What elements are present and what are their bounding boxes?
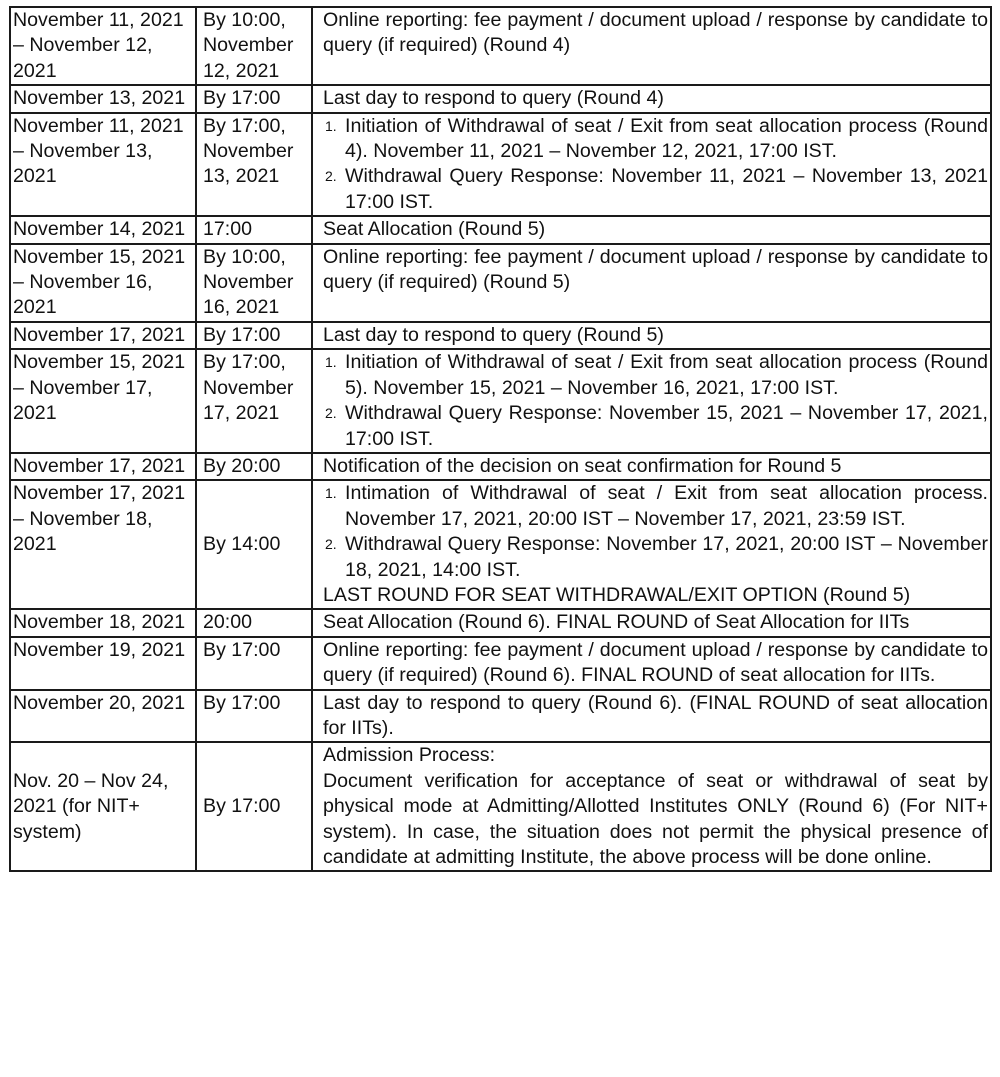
list-item-text: Withdrawal Query Response: November 11, 2021 – November 13, 2021 17:00 IST. [345, 165, 988, 213]
table-row [10, 216, 991, 243]
list-item-text: Withdrawal Query Response: November 17, 2021, 20:00 IST – November 18, 2021, 14:00 IST. [345, 533, 988, 581]
admission-process-heading: Admission Process: [323, 744, 496, 767]
schedule-table [9, 6, 992, 872]
date-cell: November 17, 2021 [10, 453, 196, 480]
list-number: 1. [325, 117, 337, 134]
final-withdrawal-note: LAST ROUND FOR SEAT WITHDRAWAL/EXIT OPTION (Round 5) [323, 583, 911, 606]
table-row [10, 85, 991, 112]
list-item [325, 350, 988, 401]
activity-cell: Online reporting: fee payment / document upload / response by candidate to query (if required) (Round 6). FINAL ROUND of seat allocation for IITs. [312, 637, 991, 690]
date-cell: November 11, 2021 – November 12, 2021 [10, 7, 196, 85]
date-cell: November 17, 2021 [10, 322, 196, 349]
date-cell: November 13, 2021 [10, 85, 196, 112]
time-cell: By 17:00 [196, 690, 312, 743]
date-cell: November 19, 2021 [10, 637, 196, 690]
table-row [10, 349, 991, 453]
time-cell: By 17:00 [196, 322, 312, 349]
admission-process-text: Document verification for acceptance of seat or withdrawal of seat by physical mode at Admitting/Allotted Institutes ONLY (Round 6) (For NIT+ system). In case, the situation does not permit the physical presence of candidate at admitting Institute, the above process will be done online. [323, 769, 988, 868]
activity-cell [312, 113, 991, 217]
activity-cell: Last day to respond to query (Round 4) [312, 85, 991, 112]
list-item-text: Intimation of Withdrawal of seat / Exit from seat allocation process. November 17, 2021, 20:00 IST – November 17, 2021, 23:59 IST. [345, 482, 988, 530]
table-row [10, 742, 991, 871]
list-number: 2. [325, 168, 337, 185]
table-row [10, 7, 991, 85]
activity-cell [312, 349, 991, 453]
table-row [10, 244, 991, 322]
activity-list [323, 481, 988, 583]
time-cell: By 17:00, November 17, 2021 [196, 349, 312, 453]
list-number: 1. [325, 354, 337, 371]
table-row [10, 637, 991, 690]
activity-cell: Last day to respond to query (Round 6). (FINAL ROUND of seat allocation for IITs). [312, 690, 991, 743]
time-cell: By 17:00 [196, 85, 312, 112]
list-item [325, 532, 988, 583]
time-cell: By 10:00, November 12, 2021 [196, 7, 312, 85]
date-cell: November 15, 2021 – November 17, 2021 [10, 349, 196, 453]
date-cell: November 18, 2021 [10, 609, 196, 636]
activity-list [323, 114, 988, 216]
list-item-text: Withdrawal Query Response: November 15, 2021 – November 17, 2021, 17:00 IST. [345, 402, 988, 450]
list-item [325, 481, 988, 532]
list-number: 2. [325, 405, 337, 422]
list-number: 2. [325, 536, 337, 553]
activity-list [323, 350, 988, 452]
list-item-text: Initiation of Withdrawal of seat / Exit from seat allocation process (Round 4). November 11, 2021 – November 12, 2021, 17:00 IST. [345, 114, 988, 163]
list-item [325, 114, 988, 165]
table-row [10, 453, 991, 480]
list-item [325, 164, 988, 215]
time-cell: By 10:00, November 16, 2021 [196, 244, 312, 322]
date-cell: November 17, 2021 – November 18, 2021 [10, 480, 196, 609]
table-row [10, 480, 991, 609]
activity-cell: Online reporting: fee payment / document upload / response by candidate to query (if required) (Round 5) [312, 244, 991, 322]
date-cell: November 15, 2021 – November 16, 2021 [10, 244, 196, 322]
activity-cell [312, 742, 991, 871]
date-cell: November 14, 2021 [10, 216, 196, 243]
table-row [10, 113, 991, 217]
time-cell: By 17:00, November 13, 2021 [196, 113, 312, 217]
table-row [10, 322, 991, 349]
list-number: 1. [325, 485, 337, 502]
list-item-text: Initiation of Withdrawal of seat / Exit from seat allocation process (Round 5). November 15, 2021 – November 16, 2021, 17:00 IST. [345, 351, 988, 399]
activity-cell [312, 480, 991, 609]
time-cell: 20:00 [196, 609, 312, 636]
activity-cell: Online reporting: fee payment / document upload / response by candidate to query (if required) (Round 4) [312, 7, 991, 85]
date-cell: Nov. 20 – Nov 24, 2021 (for NIT+ system) [10, 742, 196, 871]
date-cell: November 11, 2021 – November 13, 2021 [10, 113, 196, 217]
activity-cell: Notification of the decision on seat confirmation for Round 5 [312, 453, 991, 480]
time-cell: 17:00 [196, 216, 312, 243]
table-row [10, 609, 991, 636]
table-row [10, 690, 991, 743]
time-cell: By 20:00 [196, 453, 312, 480]
activity-cell: Seat Allocation (Round 6). FINAL ROUND of Seat Allocation for IITs [312, 609, 991, 636]
activity-cell: Last day to respond to query (Round 5) [312, 322, 991, 349]
date-cell: November 20, 2021 [10, 690, 196, 743]
time-cell: By 17:00 [196, 637, 312, 690]
time-cell: By 14:00 [196, 480, 312, 609]
list-item [325, 401, 988, 452]
activity-cell: Seat Allocation (Round 5) [312, 216, 991, 243]
time-cell: By 17:00 [196, 742, 312, 871]
